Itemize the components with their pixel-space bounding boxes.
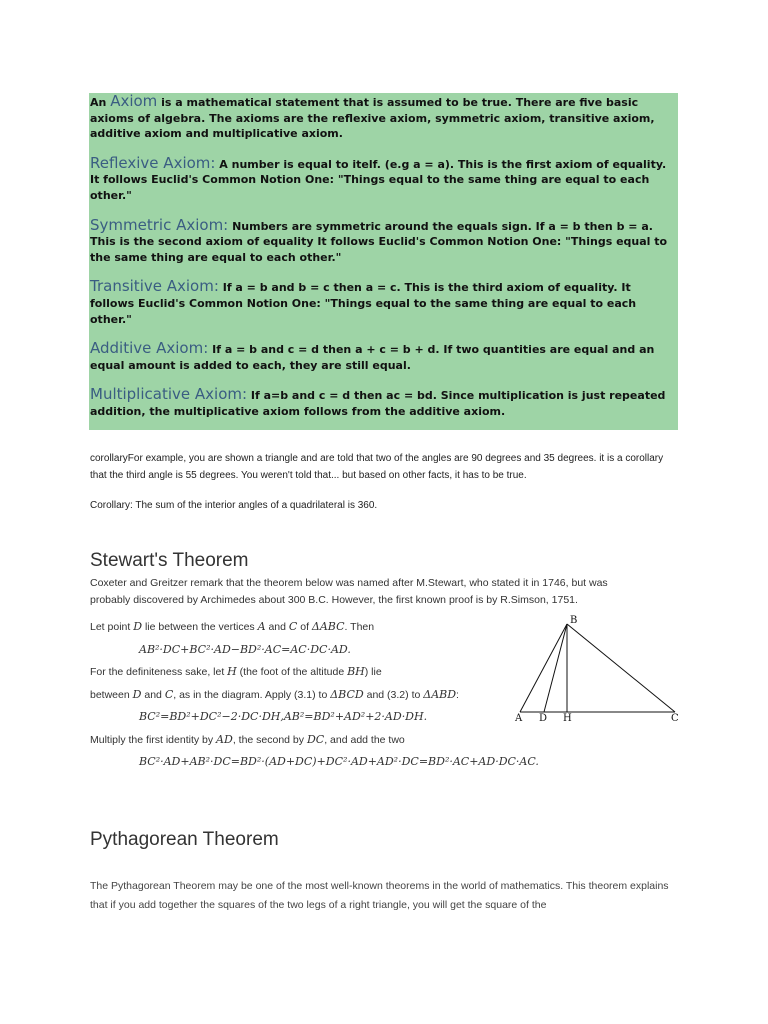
stewart-triangle-diagram (512, 612, 682, 724)
label-c: C (671, 713, 679, 724)
axiom-term: Axiom (110, 92, 158, 110)
stewart-heading: Stewart's Theorem (90, 550, 249, 571)
transitive-axiom: Transitive Axiom: If a = b and b = c then a = c. This is the third axiom of equality. It follows Euclid's Common Notion One: "Things equal to the same thing are equal to each other." (90, 277, 637, 326)
stewart-equation-2: BC²=BD²+DC²−2·DC·DH,AB²=BD²+AD²+2·AD·DH. (139, 710, 428, 723)
label-a: A (515, 713, 523, 724)
stewart-line-2: For the definiteness sake, let H (the foot of the altitude BH) lie (90, 665, 382, 678)
reflexive-axiom: Reflexive Axiom: A number is equal to itelf. (e.g a = a). This is the first axiom of equality. It follows Euclid's Common Notion One: "Things equal to the same thing are equal to each other." (90, 153, 667, 202)
axiom-box (89, 93, 678, 430)
label-h: H (563, 713, 572, 724)
stewart-line-1: Let point D lie between the vertices A and C of ΔABC. Then (90, 620, 375, 633)
symmetric-axiom: Symmetric Axiom: Numbers are symmetric around the equals sign. If a = b then b = a. This is the second axiom of equality It follows Euclid's Common Notion One: "Things equal to the same thing are equal to each other." (90, 215, 668, 264)
multiplicative-axiom: Multiplicative Axiom: If a=b and c = d then ac = bd. Since multiplication is just repeated addition, the multiplicative axiom follows from the additive axiom. (90, 385, 666, 418)
side-bc (567, 624, 675, 712)
cevian-bd (544, 624, 567, 712)
stewart-equation-1: AB²·DC+BC²·AD−BD²·AC=AC·DC·AD. (139, 643, 351, 656)
corollary-statement: Corollary: The sum of the interior angles of a quadrilateral is 360. (90, 500, 378, 511)
label-b: B (570, 615, 578, 626)
stewart-equation-3: BC²·AD+AB²·DC=BD²·(AD+DC)+DC²·AD+AD²·DC=BD²·AC+AD·DC·AC. (139, 755, 539, 768)
axiom-intro: An Axiom is a mathematical statement that is assumed to be true. There are five basic axioms of algebra. The axioms are the reflexive axiom, symmetric axiom, transitive axiom, additive axiom and multiplicative axiom. (90, 92, 655, 141)
pythagorean-text: The Pythagorean Theorem may be one of the most well-known theorems in the world of mathematics. This theorem explains that if you add together the squares of the two legs of a right triangle, you will get the square of the (90, 880, 669, 911)
additive-axiom: Additive Axiom: If a = b and c = d then a + c = b + d. If two quantities are equal and an equal amount is added to each, they are still equal. (90, 339, 655, 372)
side-ab (520, 624, 567, 712)
corollary-example: corollaryFor example, you are shown a triangle and are told that two of the angles are 90 degrees and 35 degrees. it is a corollary that the third angle is 55 degrees. You weren't told that... but based on other facts, it has to be true. (90, 453, 664, 481)
label-d: D (539, 713, 548, 724)
stewart-intro: Coxeter and Greitzer remark that the theorem below was named after M.Stewart, who stated it in 1746, but was probably discovered by Archimedes about 300 B.C. However, the first known proof is by R.Simson, 1751. (90, 577, 608, 606)
pythagorean-heading: Pythagorean Theorem (90, 829, 279, 850)
stewart-line-3: between D and C, as in the diagram. Apply (3.1) to ΔBCD and (3.2) to ΔABD: (90, 688, 459, 701)
stewart-line-4: Multiply the first identity by AD, the second by DC, and add the two (90, 733, 405, 746)
